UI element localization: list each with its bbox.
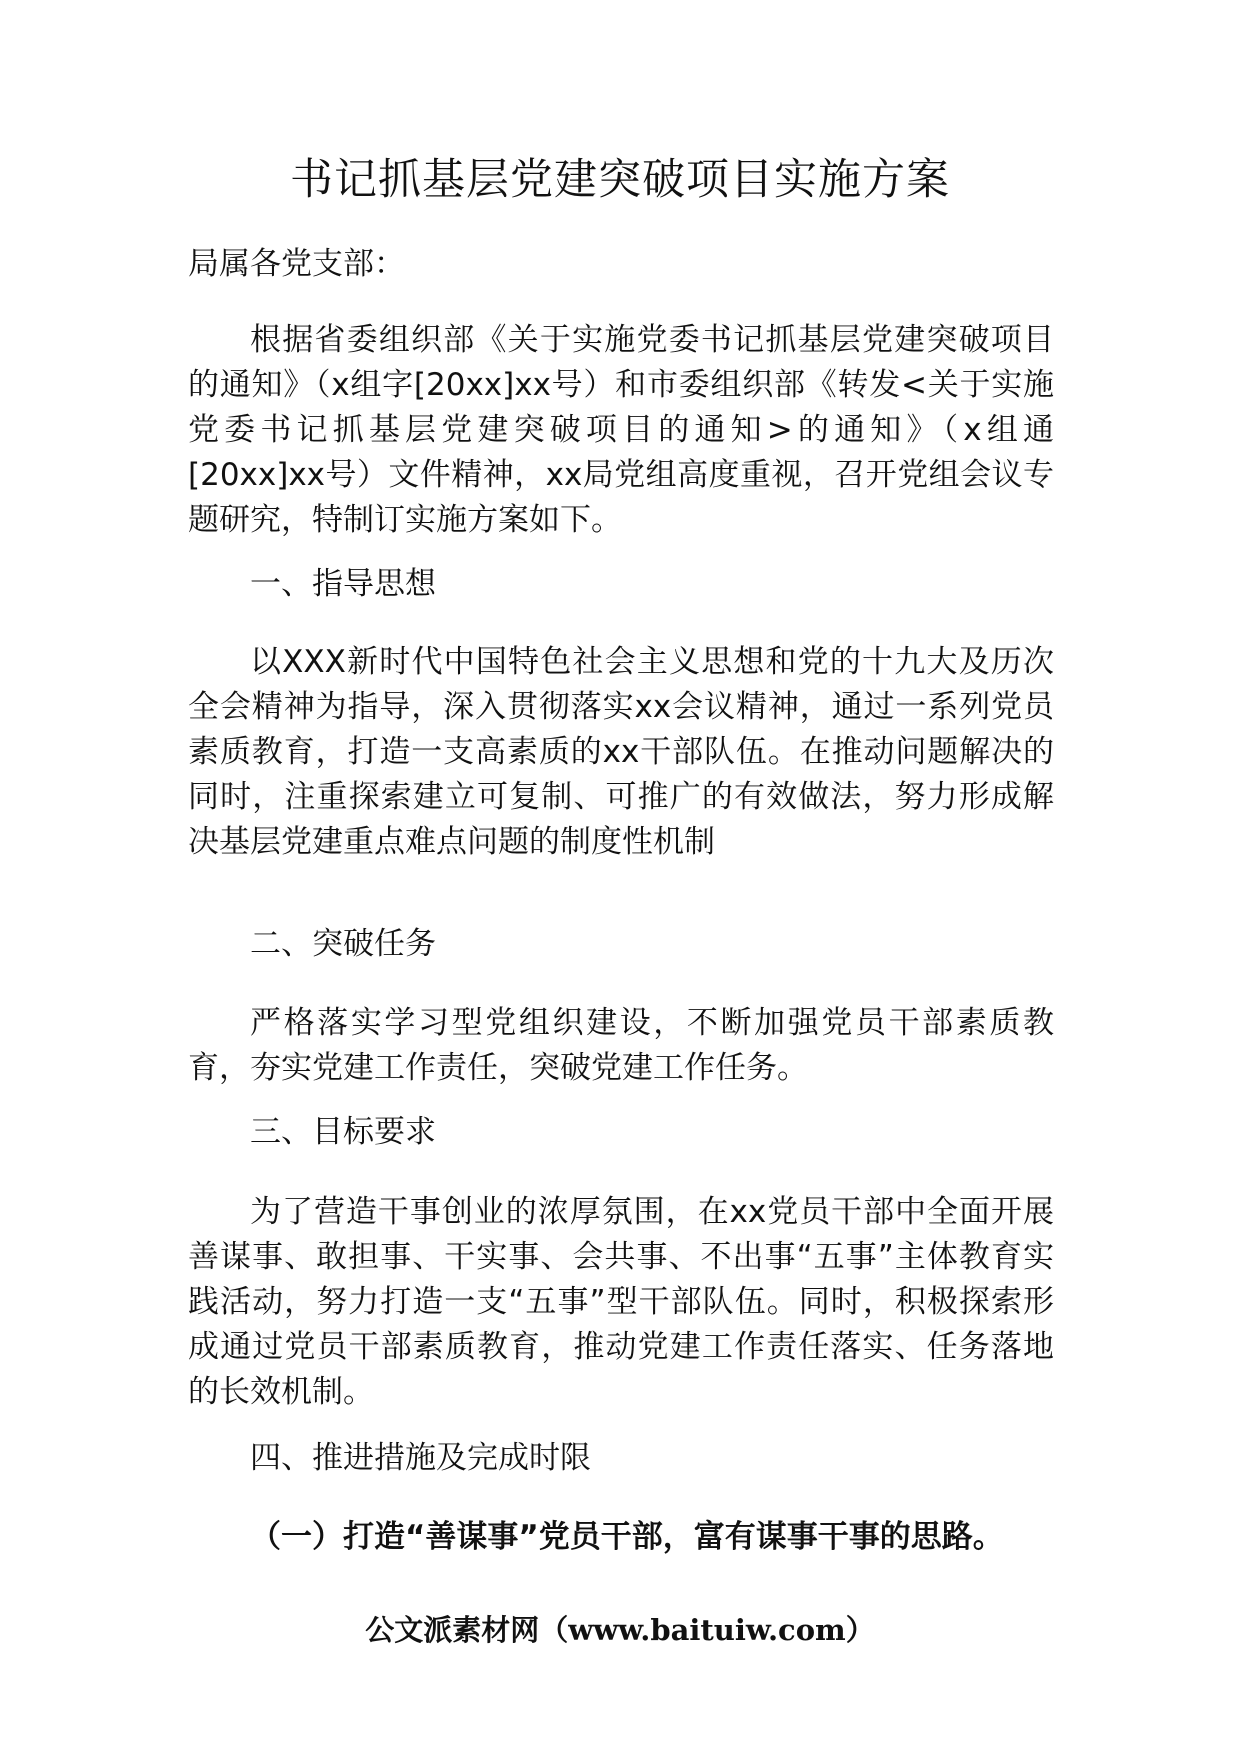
section-heading-2: 二、突破任务 bbox=[250, 926, 436, 962]
intro-paragraph: 根据省委组织部《关于实施党委书记抓基层党建突破项目的通知》（x组字[20xx]xx号）和市委组织部《转发<关于实施党委书记抓基层党建突破项目的通知>的通知》（x组通[20xx]xx号）文件精神，xx局党组高度重视，召开党组会议专题研究，特制订实施方案如下。 bbox=[188, 322, 1054, 538]
section-body-1: 以XXX新时代中国特色社会主义思想和党的十九大及历次全会精神为指导，深入贯彻落实xx会议精神，通过一系列党员素质教育，打造一支高素质的xx干部队伍。在推动问题解决的同时，注重探索建立可复制、可推广的有效做法，努力形成解决基层党建重点难点问题的制度性机制 bbox=[188, 644, 1054, 860]
section-body-2: 严格落实学习型党组织建设，不断加强党员干部素质教育，夯实党建工作责任，突破党建工作任务。 bbox=[188, 1005, 1054, 1086]
footer-watermark: 公文派素材网（www.baituiw.com） bbox=[365, 1613, 875, 1647]
salutation: 局属各党支部： bbox=[188, 246, 405, 282]
section-heading-3: 三、目标要求 bbox=[250, 1114, 436, 1150]
section-body-3: 为了营造干事创业的浓厚氛围，在xx党员干部中全面开展善谋事、敢担事、干实事、会共事、不出事“五事”主体教育实践活动，努力打造一支“五事”型干部队伍。同时，积极探索形成通过党员干部素质教育，推动党建工作责任落实、任务落地的长效机制。 bbox=[188, 1194, 1054, 1410]
subsection-heading-1: （一）打造“善谋事”党员干部，富有谋事干事的思路。 bbox=[250, 1519, 1004, 1555]
section-heading-1: 一、指导思想 bbox=[250, 566, 436, 602]
document-title: 书记抓基层党建突破项目实施方案 bbox=[290, 155, 950, 205]
section-heading-4: 四、推进措施及完成时限 bbox=[250, 1440, 591, 1476]
